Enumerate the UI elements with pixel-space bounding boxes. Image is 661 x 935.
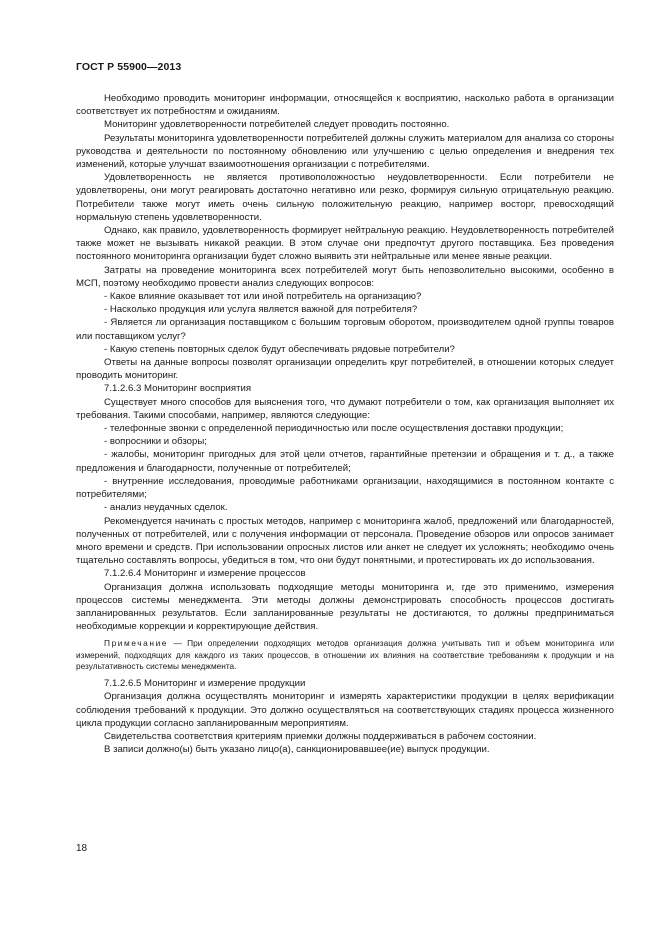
note (76, 638, 614, 672)
document-body (76, 92, 614, 756)
paragraph: Организация должна осуществлять мониторинг и измерять характеристики продукции в целях верификации соблюдения требований к продукции. Это должно осуществляться на соответствующих стадиях процесса жизненного цикла продукции согласно запланированным мероприятиям. (76, 691, 614, 729)
section-heading: 7.1.2.6.4 Мониторинг и измерение процессов (104, 568, 306, 580)
paragraph: Рекомендуется начинать с простых методов, например с мониторинга жалоб, предложений или благодарностей, полученных от потребителей, или с получения информации от персонала. Проведение обзоров или опросов занимает много времени и средств. При использовании опросных листов или анкет не следует их усложнять; необходимо очень тщательно составлять вопросы, убедиться в том, что они будут понятными, и протестировать их до использования. (76, 515, 614, 567)
paragraph: Результаты мониторинга удовлетворенности потребителей должны служить материалом для анализа со стороны руководства и деятельности по постоянному обновлению или улучшению с целью определения и внедрения тех изменений, которые улучшат взаимоотношения организации с потребителями. (76, 132, 614, 171)
list-item: - внутренние исследования, проводимые работниками организации, находящимися в постоянном контакте с потребителями; (76, 475, 614, 501)
list-item: - анализ неудачных сделок. (104, 502, 228, 514)
note-dash: — (168, 638, 188, 649)
paragraph: Свидетельства соответствия критериям приемки должны поддерживаться в рабочем состоянии. (104, 731, 537, 743)
note-label: Примечание (104, 638, 169, 649)
list-item: - Какую степень повторных сделок будут обеспечивать рядовые потребители? (104, 343, 455, 355)
list-item: - телефонные звонки с определенной периодичностью или после осуществления доставки продукции; (104, 423, 564, 435)
list-item: - вопросники и обзоры; (104, 436, 207, 448)
section-heading: 7.1.2.6.5 Мониторинг и измерение продукции (104, 678, 306, 690)
note-text: При определении подходящих методов организация должна учитывать тип и объем мониторинга или измерений, подходящих для каждого из таких процессов, в отношении их влияния на соответствие требованиям к продукции и на результативность системы менеджмента. (76, 638, 614, 671)
section-heading: 7.1.2.6.3 Мониторинг восприятия (104, 383, 252, 395)
paragraph: Необходимо проводить мониторинг информации, относящейся к восприятию, насколько работа в организации соответствует их потребностям и ожиданиям. (76, 93, 614, 118)
list-item: - Насколько продукция или услуга является важной для потребителя? (104, 304, 418, 316)
page-header: ГОСТ Р 55900—2013 (76, 61, 182, 73)
paragraph: Затраты на проведение мониторинга всех потребителей могут быть непозволительно высокими, особенно в МСП, поэтому необходимо провести анализ следующих вопросов: (76, 264, 614, 289)
paragraph: Мониторинг удовлетворенности потребителей следует проводить постоянно. (104, 119, 450, 131)
list-item: - жалобы, мониторинг пригодных для этой цели отчетов, гарантийные претензии и обращения и т. д., а также предложения и благодарности, полученные от потребителей; (76, 449, 614, 474)
paragraph: Удовлетворенность не является противоположностью неудовлетворенности. Если потребители не удовлетворены, они могут реагировать достаточно негативно или резко, формируя сильную отрицательную реакцию. Потребители также могут иметь очень сильную положительную реакцию, например восторг, превосходящий нормальную степень удовлетворенности. (76, 172, 614, 223)
paragraph: Существует много способов для выяснения того, что думают потребители о том, как организация выполняет их требования. Такими способами, например, являются следующие: (76, 396, 614, 421)
paragraph: Ответы на данные вопросы позволят организации определить круг потребителей, в отношении которых следует проводить мониторинг. (76, 357, 614, 382)
paragraph: Однако, как правило, удовлетворенность формирует нейтральную реакцию. Неудовлетворенность потребителей также может не вызывать никакой реакции. В этом случае они предпочтут другого поставщика. Без проведения постоянного мониторинга организации будет сложно выявить эти нейтральные или менее явные реакции. (76, 225, 614, 263)
list-item: - Какое влияние оказывает тот или иной потребитель на организацию? (104, 291, 422, 303)
paragraph: Организация должна использовать подходящие методы мониторинга и, где это применимо, измерения процессов системы менеджмента. Эти методы должны демонстрировать способность процессов достигать запланированных результатов. Если запланированные результаты не достигаются, то должны предприниматься необходимые коррекции и корректирующие действия. (76, 581, 614, 633)
paragraph: В записи должно(ы) быть указано лицо(а), санкционировавшее(ие) выпуск продукции. (104, 744, 490, 756)
list-item: - Является ли организация поставщиком с большим торговым оборотом, производителем одной группы товаров или поставщиком услуг? (76, 317, 614, 342)
page-number: 18 (76, 843, 88, 854)
